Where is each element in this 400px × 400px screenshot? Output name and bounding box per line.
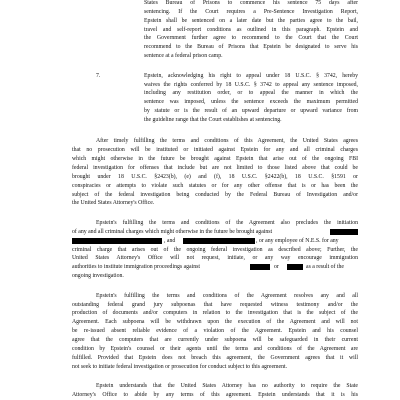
text-line: Epstein's fulfilling the terms and conditions of the Agreement resolves any and all [96,292,358,299]
text-line: waives the rights conferred by 18 U.S.C. § 3742 to appeal any sentence imposed, [144,81,358,88]
text-line: which might otherwise in the future be brought against Epstein that arise out of the ongoing FBI [72,156,358,163]
text-line: conspiracies or attempts to violate such statutes or for any other offense that is or has been the [72,182,358,189]
text-line: including any restitution order, or to appeal the manner in which the [144,90,358,97]
text-line: not seek to initiate federal investigation or prosecution for conduct subject to this agreement. [72,363,288,370]
text-line: States Bureau of Prisons to commence his sentence 75 days after [144,0,358,6]
text-line: outstanding federal grand jury subpoenas that have requested witness testimony and/or the [72,301,358,308]
text-line: by statute or is the result of an upward departure or upward variance from [144,108,358,115]
text-line: subject of the federal investigation being conducted by the Federal Bureau of Investigation and/or [72,191,358,198]
text-line: as a result of the [306,264,344,271]
text-line: sentencing. If the Court requires a Pre-Sentence Investigation Report, [144,8,358,15]
text-line: the Government further agree to recommend to the Court that the Court [144,35,358,42]
redaction-block [287,264,303,270]
text-line: , or any employee of N.E.S. for any [256,237,339,244]
text-line: travel and self-report conditions as outlined in this paragraph. Epstein and [144,26,358,33]
text-line: After timely fulfilling the terms and conditions of this Agreement, the United States agrees [96,138,358,145]
text-line: Epstein understands that the United States Attorney has no authority to require the State [96,383,358,390]
text-line: Epstein's fulfilling the terms and conditions of the Agreement also precludes the initiation [96,219,358,226]
redaction-block [183,238,255,244]
text-line: authorities to institute immigration proceedings against [72,264,200,271]
text-line: fulfilled. Provided that Epstein does not breach this agreement, the Government agrees that it will [72,354,358,361]
text-line: criminal charge that arises out of the ongoing federal investigation as described above; Further, the [72,246,358,253]
text-line: agree that the computers that are currently under subpoena will be safeguarded in their current [72,337,358,343]
redaction-block [72,238,162,244]
text-line: ongoing investigation. [72,273,124,280]
list-number: 7. [96,72,101,79]
text-line: production of documents and/or computers in relation to the investigation that is the subject of the [72,310,358,317]
text-line: federal investigation for offenses that include but are not limited to those listed above that could be [72,164,358,171]
redaction-block [330,229,358,235]
text-line: United States Attorney's Office will not request, initiate, or any way encourage immigration [72,255,358,262]
text-line: brought under 18 U.S.C. §2423(b), (e) and (f), 18 U.S.C. §2422(b), 18 U.S.C. §1591 or [72,173,358,180]
text-line: sentence at a federal prison camp. [144,53,223,60]
text-line: the United States Attorney's Office. [72,200,155,207]
text-line: recommend to the Bureau of Prisons that Epstein be designated to serve his [144,44,358,51]
text-line: condition by Epstein's counsel or their agents until the terms and conditions of the Agreement are [72,345,358,352]
text-line: sentence was imposed, unless the sentence exceeds the maximum permitted [144,99,358,106]
text-line: , and [164,237,176,244]
text-line: be re-issued absent reliable evidence of a violation of the Agreement. Epstein and his counsel [72,328,358,335]
text-line: of any and all criminal charges which might otherwise in the future be brought against [72,228,273,235]
redaction-block [250,264,270,270]
text-line: or [274,264,279,271]
text-line: Agreement. Each subpoena will be withdrawn upon the execution of the Agreement and will not [72,319,358,326]
text-line: Epstein, acknowledging his right to appeal under 18 U.S.C. § 3742, hereby [144,72,358,79]
text-line: the guideline range that the Court establishes at sentencing. [144,117,282,124]
text-line: Epstein shall be sentenced on a later date but the parties agree to the bail, [144,17,358,24]
text-line: that no prosecution will be instituted or initiated against Epstein for any and all criminal charges [72,147,358,154]
text-line: Attorney's Office to abide by any terms of this agreement. Epstein understands that it is his [72,392,358,398]
